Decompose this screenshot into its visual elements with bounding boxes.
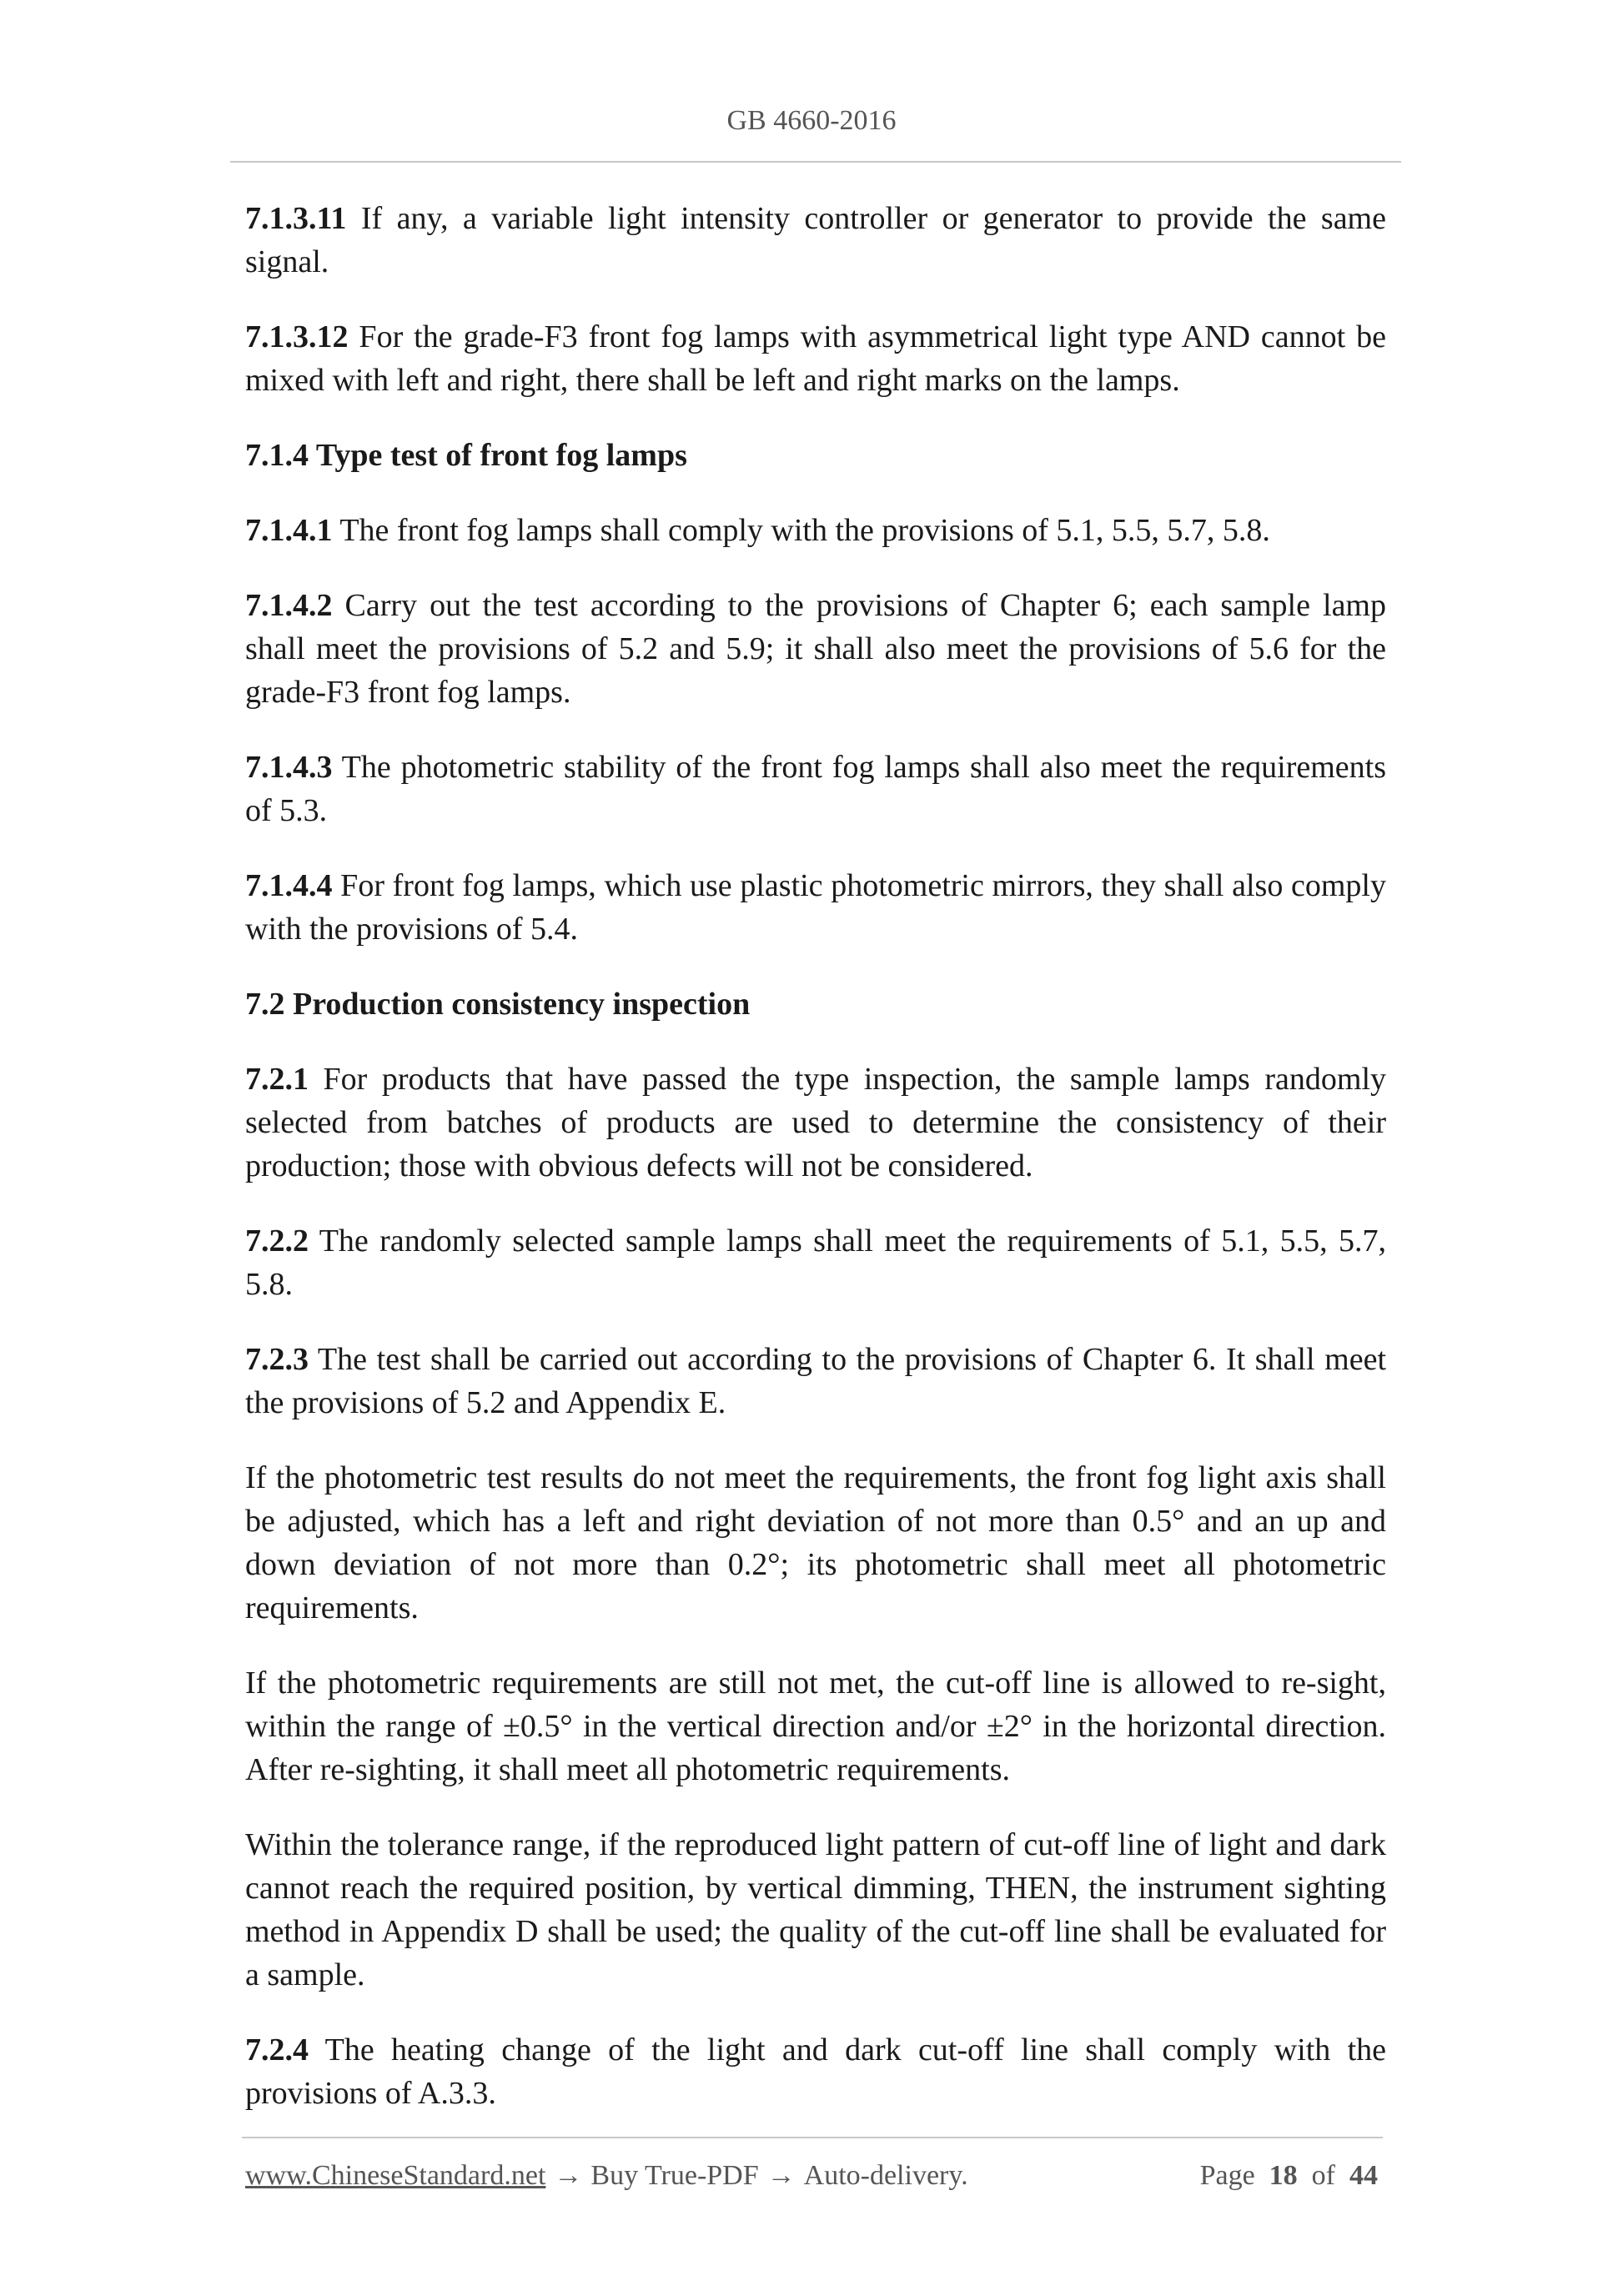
clause-7-2-3 <box>245 1338 1386 1424</box>
clause-number: 7.1.3.12 <box>245 319 349 354</box>
clause-number: 7.2.2 <box>245 1223 309 1259</box>
document-header: GB 4660-2016 <box>726 105 897 136</box>
clause-7-1-3-12 <box>245 315 1386 402</box>
clause-7-2-2 <box>245 1219 1386 1306</box>
section-heading-7-1-4: 7.1.4 Type test of front fog lamps <box>245 438 687 473</box>
clause-number: 7.1.4.3 <box>245 750 333 785</box>
page-current: 18 <box>1269 2160 1298 2191</box>
clause-text: For the grade-F3 front fog lamps with asymmetrical light type AND cannot be mixed with left and right, there shall be left and right marks on the lamps. <box>245 319 1386 398</box>
buy-text: Buy True-PDF <box>590 2160 759 2191</box>
page-word: Page <box>1199 2160 1255 2191</box>
delivery-text: Auto-delivery. <box>803 2160 968 2191</box>
clause-7-1-4-1 <box>245 509 1386 552</box>
of-word: of <box>1311 2160 1335 2191</box>
clause-7-1-4-2 <box>245 584 1386 714</box>
section-heading-7-2: 7.2 Production consistency inspection <box>245 987 751 1022</box>
clause-text: For front fog lamps, which use plastic photometric mirrors, they shall also comply with the provisions of 5.4. <box>245 868 1386 947</box>
arrow-right-icon: → <box>554 2160 583 2191</box>
clause-7-1-4-4 <box>245 864 1386 951</box>
page-footer <box>245 2160 1378 2192</box>
clause-text: For products that have passed the type inspection, the sample lamps randomly selected from batches of products are used to determine the consistency of their production; those with obvious defects will not be considered. <box>245 1062 1386 1183</box>
footer-divider <box>242 2137 1383 2138</box>
paragraph-re-sight: If the photometric requirements are still not met, the cut-off line is allowed to re-sight, within the range of ±0.5° in the vertical direction and/or ±2° in the horizontal direction. After re-sighting, it shall meet all photometric requirements. <box>245 1665 1386 1787</box>
clause-7-1-3-11 <box>245 197 1386 284</box>
header-divider <box>230 161 1401 163</box>
arrow-right-icon: → <box>766 2160 796 2191</box>
paragraph-axis-adjustment: If the photometric test results do not meet the requirements, the front fog light axis shall be adjusted, which has a left and right deviation of not more than 0.5° and an up and down deviation of not more than 0.2°; its photometric shall meet all photometric requirements. <box>245 1460 1386 1625</box>
clause-number: 7.2.4 <box>245 2032 309 2067</box>
clause-number: 7.1.4.2 <box>245 588 333 623</box>
site-link[interactable]: www.ChineseStandard.net <box>245 2160 546 2191</box>
clause-text: The heating change of the light and dark cut-off line shall comply with the provisions of A.3.3. <box>245 2032 1386 2111</box>
clause-7-1-4-3 <box>245 746 1386 832</box>
clause-7-2-1 <box>245 1058 1386 1188</box>
footer-links <box>245 2160 968 2192</box>
clause-number: 7.1.3.11 <box>245 201 347 236</box>
clause-text: Carry out the test according to the provisions of Chapter 6; each sample lamp shall meet the provisions of 5.2 and 5.9; it shall also meet the provisions of 5.6 for the grade-F3 front fog lamps. <box>245 588 1386 710</box>
document-body <box>245 197 1386 2147</box>
clause-number: 7.1.4.1 <box>245 513 333 548</box>
clause-number: 7.2.1 <box>245 1062 309 1097</box>
clause-number: 7.1.4.4 <box>245 868 333 903</box>
clause-number: 7.2.3 <box>245 1342 309 1377</box>
clause-text: If any, a variable light intensity controller or generator to provide the same signal. <box>245 201 1386 279</box>
paragraph-tolerance: Within the tolerance range, if the reproduced light pattern of cut-off line of light and dark cannot reach the required position, by vertical dimming, THEN, the instrument sighting method in Appendix D shall be used; the quality of the cut-off line shall be evaluated for a sample. <box>245 1827 1386 1992</box>
clause-text: The test shall be carried out according to the provisions of Chapter 6. It shall meet the provisions of 5.2 and Appendix E. <box>245 1342 1386 1420</box>
clause-text: The photometric stability of the front fog lamps shall also meet the requirements of 5.3. <box>245 750 1386 828</box>
clause-7-2-4 <box>245 2028 1386 2115</box>
clause-text: The randomly selected sample lamps shall meet the requirements of 5.1, 5.5, 5.7, 5.8. <box>245 1223 1386 1302</box>
clause-text: The front fog lamps shall comply with the provisions of 5.1, 5.5, 5.7, 5.8. <box>332 513 1270 548</box>
page-indicator <box>1200 2160 1378 2192</box>
page-total: 44 <box>1349 2160 1378 2191</box>
